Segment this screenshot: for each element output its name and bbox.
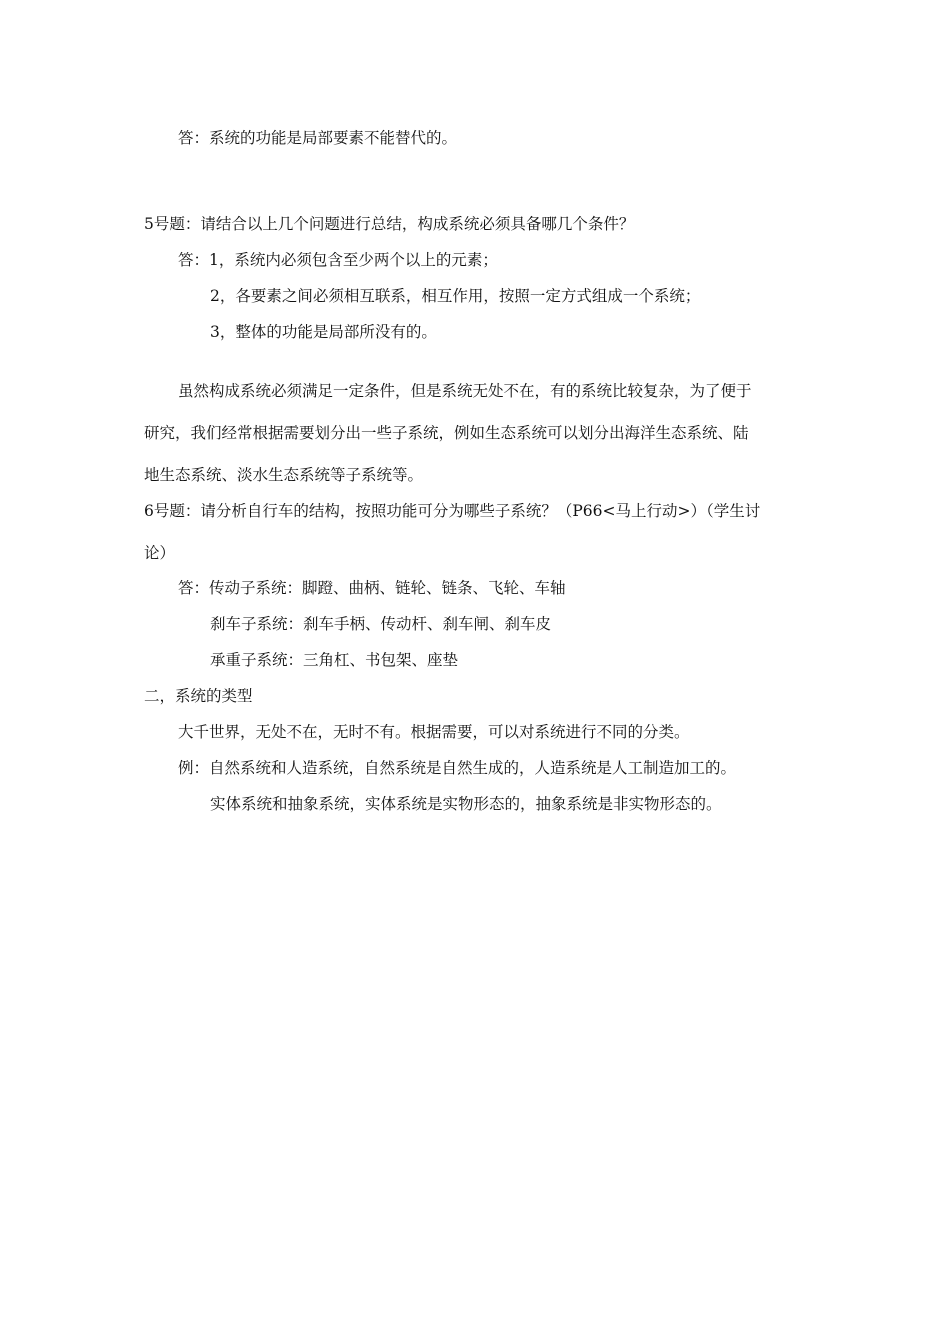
section-heading-system-types: 二，系统的类型 (144, 687, 253, 705)
answer-4: 答：系统的功能是局部要素不能替代的。 (178, 129, 458, 147)
paragraph-line-1: 虽然构成系统必须满足一定条件，但是系统无处不在，有的系统比较复杂，为了便于 (178, 382, 752, 400)
paragraph-line-2: 研究，我们经常根据需要划分出一些子系统，例如生态系统可以划分出海洋生态系统、陆 (144, 424, 749, 442)
answer-6-transmission: 答：传动子系统：脚蹬、曲柄、链轮、链条、飞轮、车轴 (178, 579, 566, 597)
example-physical-abstract: 实体系统和抽象系统，实体系统是实物形态的，抽象系统是非实物形态的。 (210, 795, 722, 813)
answer-5-item-3: 3，整体的功能是局部所没有的。 (210, 323, 437, 341)
answer-5-item-2: 2，各要素之间必须相互联系，相互作用，按照一定方式组成一个系统； (210, 287, 701, 305)
question-5: 5号题：请结合以上几个问题进行总结，构成系统必须具备哪几个条件？ (144, 215, 635, 233)
answer-6-load-bearing: 承重子系统：三角杠、书包架、座垫 (210, 651, 459, 669)
paragraph-line-3: 地生态系统、淡水生态系统等子系统等。 (144, 466, 424, 484)
example-natural-artificial: 例：自然系统和人造系统，自然系统是自然生成的，人造系统是人工制造加工的。 (178, 759, 737, 777)
system-types-intro: 大千世界，无处不在，无时不有。根据需要，可以对系统进行不同的分类。 (178, 723, 690, 741)
question-6-continued: 论） (144, 544, 176, 562)
answer-5-item-1: 答：1，系统内必须包含至少两个以上的元素； (178, 251, 498, 269)
answer-6-brake: 刹车子系统：刹车手柄、传动杆、刹车闸、刹车皮 (210, 615, 552, 633)
question-6: 6号题：请分析自行车的结构，按照功能可分为哪些子系统？（P66<马上行动>）（学生讨 (144, 502, 761, 520)
